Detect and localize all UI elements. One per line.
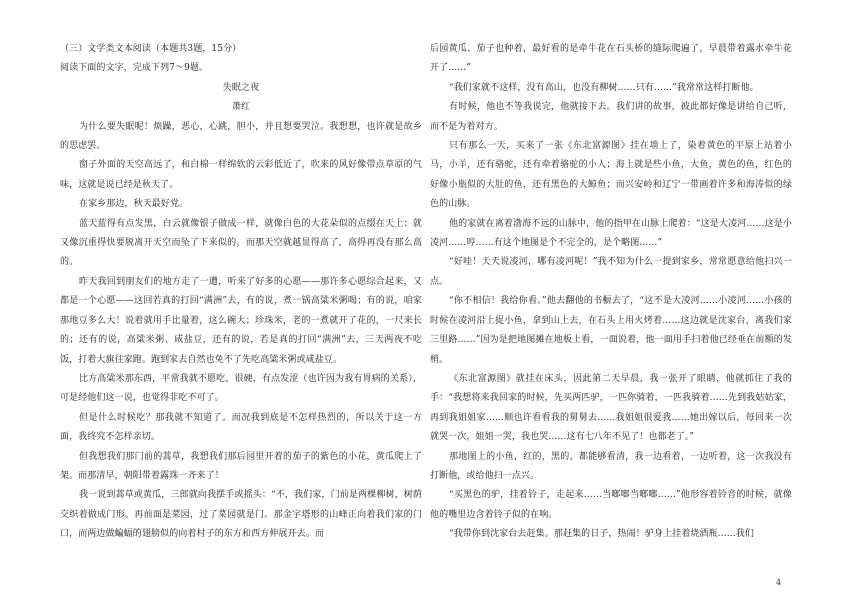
paragraph: 有时候，他也不等我说完，他就接下去。我们讲的故事，彼此都好像是讲给自己听，而不是为着对方。 (430, 102, 792, 132)
paragraph: 但是什么时候吃？那我就不知道了。而况我到底是不怎样热烈的，所以关于这一方面，我终究不怎样亲切。 (60, 412, 422, 443)
section-heading: （三）文学类文本阅读（本题共3题，15分） (60, 44, 242, 54)
essay-title: 失眠之夜 (222, 82, 260, 93)
paragraph: 窗子外面的天空高远了，和白棉一样绵软的云彩低近了，吹来的风好像带点草原的气味，这就是说已经是秋天了。 (60, 160, 422, 190)
paragraph: 只有那么一天，买来了一张《东北富源图》挂在墙上了，染着黄色的平原上站着小马，小羊，还有骆驼，还有牵着骆驼的小人；海上就是些小鱼，大鱼，黄色的鱼，红色的好像小瓶似的大肚的鱼，还有黑色的大鲸鱼；而兴安岭和辽宁一带画着许多和海涛似的绿色的山脉。 (430, 141, 792, 210)
right-column (430, 40, 792, 545)
paragraph: 比方高粱米那东西，平常我就不愿吃，很硬，有点发涩（也许因为我有胃病的关系），可是经他们这一说，也觉得非吃不可了。 (60, 373, 422, 404)
paragraph: 《东北富源图》就挂在床头，因此第二天早晨，我一张开了眼睛，他就抓住了我的手：“我想将来我回家的时候，先买两匹驴，一匹你骑着，一匹我骑着……先到我姑姑家，再到我姐姐家……顺也许看看我的舅舅去……我姐姐很爱我……她出嫁以后，每回来一次就哭一次，姐姐一哭，我也哭……这有七八年不见了！也都老了。” (430, 373, 792, 443)
paragraph: “我带你到沈家台去赶集。那赶集的日子，热闹！驴身上挂着烧酒瓶……我们 (449, 529, 755, 540)
paragraph: “好哇！天天说凌河，哪有凌河呢！”我不知为什么一提到家乡，常常愿意给他扫兴一点。 (430, 257, 792, 287)
paragraph: “你不相信！我给你看。”他去翻他的书橱去了，“这不是大凌河……小凌河……小孩的时候在凌河沿上捉小鱼，拿到山上去，在石头上用火烤着……这边就是沈家台，离我们家三里路……”因为是把地图摊在地板上看，一面说着，他一面用手扫着他已经垂在前额的发梢。 (430, 296, 792, 365)
paragraph: 在家乡那边，秋天最好党。 (79, 199, 189, 210)
paragraph: 那地图上的小鱼，红的，黑的，都能够看清，我一边看着，一边听着，这一次我没有打断他，或给他扫一点兴。 (430, 451, 792, 481)
paragraph: “买黑色的驴，挂着铃子，走起来……当啷啷当啷啷……”他形容着铃音的时候，就像他的嘴里边含着铃子似的在响。 (430, 490, 792, 520)
paragraph: 但我想我们那门前的蒿草，我想我们那后园里开着的茄子的紫色的小花，黄瓜爬上了架。而那清早，朝阳带着露珠一齐来了！ (60, 451, 422, 481)
paragraph: 蓝天蓝得有点发黑，白云就像银子做成一样，就像白色的大花朵似的点缀在天上；就又像沉重得快要脱离开天空而坠了下来似的，而那天空就越显得高了，高得再没有那么高的。 (60, 218, 422, 268)
paragraph: “我们家就不这样，没有高山，也没有柳树……只有……”我常常这样打断他。 (449, 82, 759, 93)
left-column (60, 40, 422, 545)
paragraph: 他的家就在离着渤海不远的山脉中，他的指甲在山脉上爬着：“这是大凌河……这是小凌河……哼……有这个地图是个不完全的，是个略图……” (430, 218, 792, 249)
paragraph-continued: 后园黄瓜、茄子也种着，最好看的是牵牛花在石头桥的缝际爬遍了，早晨带着露水牵牛花开了……” (430, 44, 792, 74)
paragraph: 为什么要失眠呢！烦躁，恶心，心跳，胆小，并且想要哭泣。我想想，也许就是故乡的思虑罢。 (60, 121, 422, 152)
paragraph: 昨天我回到朋友们的地方走了一遭，听来了好多的心愿——那许多心愿综合起来，又都是一个心愿——这回若真的打回“满洲”去，有的说，煮一锅高粱米粥喝；有的说，咱家那地豆多么大！说着就用手比量着，这么碗大；珍珠米，老的一煮就开了花的，一尺来长的；还有的说，高粱米粥、咸盐豆，还有的说，若是真的打回“满洲”去，三天两夜不吃饭，打着大旗往家跑。跑到家去自然也免不了先吃高粱米粥或咸盐豆。 (60, 276, 422, 365)
paragraph: 我一说到蒿草或黄瓜，三郎就向我摆手或摇头：“不，我们家，门前是两棵柳树，树荫交织着做成门形。再前面是菜园，过了菜园就是门。那金字塔形的山峰正向着我们家的门口，而两边做蝙蝠的翅膀似的向着村子的东方和西方伸展开去。而 (60, 490, 422, 540)
reading-instruction: 阅读下面的文字，完成下列7～9题。 (60, 63, 209, 74)
essay-author: 萧红 (231, 102, 251, 113)
page-number: 4 (776, 578, 782, 587)
